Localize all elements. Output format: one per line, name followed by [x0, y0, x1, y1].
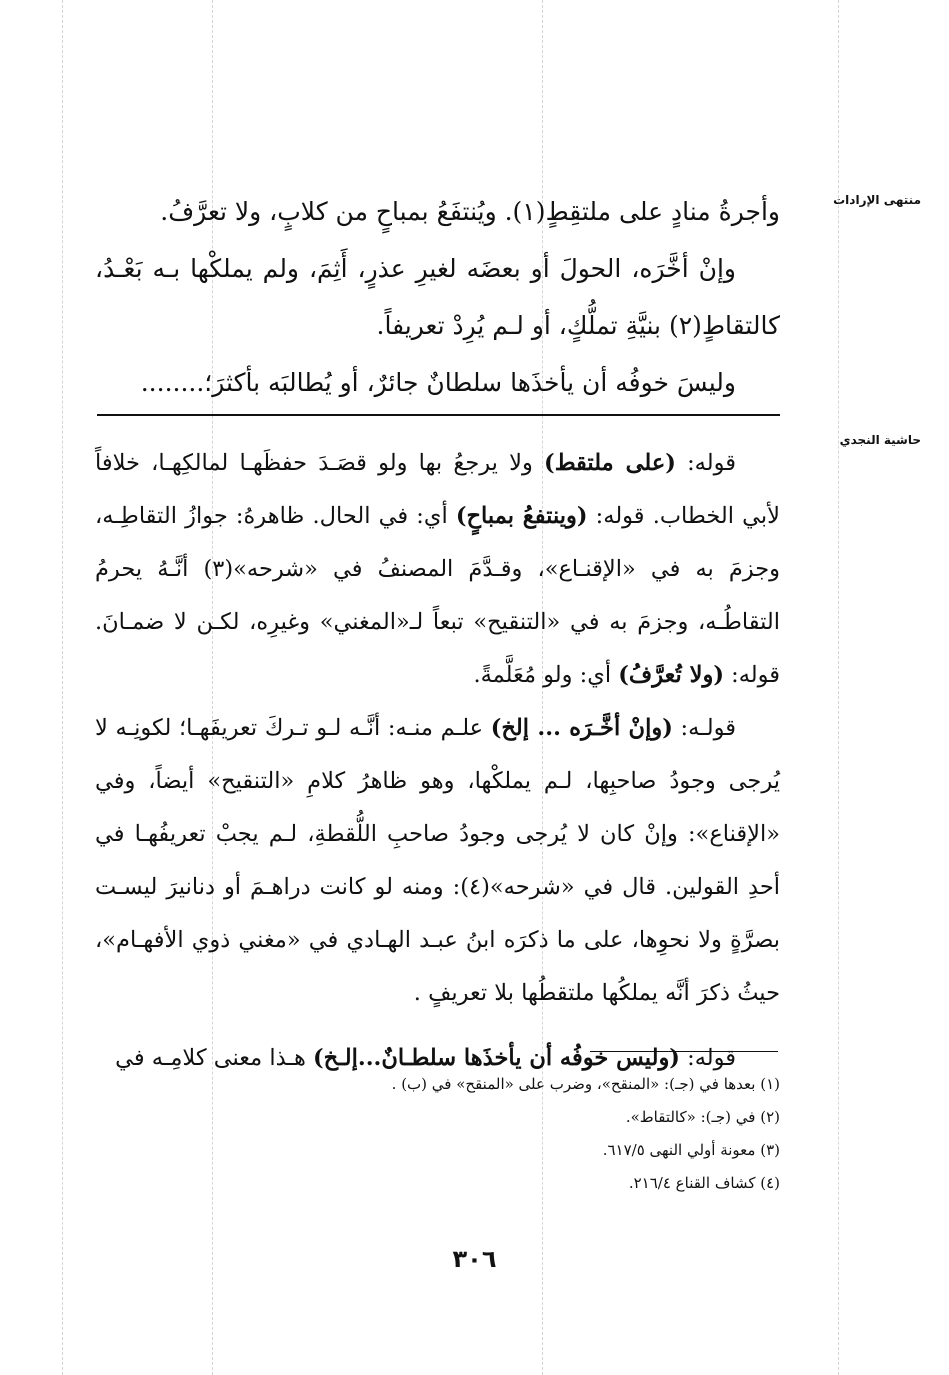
- quoted-phrase: (ولا تُعرَّفُ): [618, 662, 724, 688]
- footnote: (١) بعدها في (جـ): «المنقح»، وضرب على «المنقح» في (ب) .: [391, 1075, 780, 1093]
- main-paragraph: وإنْ أخَّرَه، الحولَ أو بعضَه لغيرِ عذرٍ، أَثِمَ، ولم يملكْها بـه بَعْـدُ، كالتقاطٍ(٢) بنيَّةِ تملُّكٍ، أو لـم يُرِدْ تعريفاً.: [95, 254, 780, 340]
- side-label-hashiya: حاشية النجدي: [839, 433, 921, 447]
- main-text: [95, 183, 780, 411]
- main-text-separator: [97, 414, 780, 416]
- page-number: ٣٠٦: [452, 1245, 497, 1273]
- main-paragraph: وأجرةُ منادٍ على ملتقِطٍ(١). ويُنتفَعُ بمباحٍ من كلابٍ، ولا تعرَّفُ.: [160, 197, 780, 226]
- footnote: (٤) كشاف القناع ٢١٦/٤.: [628, 1174, 780, 1192]
- footnote-separator: [590, 1051, 778, 1052]
- side-label-muntaha: منتهى الإرادات: [833, 193, 921, 207]
- quoted-phrase: (وينتفعُ بمباحٍ): [455, 503, 588, 529]
- commentary-text: هـذا معنى كلامِـه في: [115, 1045, 313, 1071]
- commentary-text: قوله:: [679, 1045, 736, 1071]
- quoted-phrase: (على ملتقط): [544, 450, 676, 476]
- commentary: [95, 437, 780, 1085]
- footnotes: [95, 1068, 780, 1200]
- commentary-text: ولا يرجعُ بها ولو قصَـدَ حفظَهـا لمالكِهـا، خلافاً لأبي الخطاب. قوله:: [95, 450, 780, 529]
- scan-guide-line: [62, 0, 63, 1375]
- quoted-phrase: (وليس خوفُه أن يأخذَها سلطـانٌ...إلـخ): [313, 1045, 680, 1071]
- quoted-phrase: (وإنْ أخَّـرَه ... إلخ): [490, 715, 673, 741]
- main-paragraph: وليسَ خوفُه أن يأخذَها سلطانٌ جائرٌ، أو يُطالبَه بأكثرَ؛........: [140, 368, 736, 397]
- commentary-text: أي: في الحال. ظاهرهُ: جوازُ التقاطِـه، وجزمَ به في «الإقنـاع»، وقـدَّمَ المصنفُ في «شرحه»(٣) أنَّـهُ يحرمُ التقاطُـه، وجزمَ به في «التنقيح» تبعاً لـ«المغني» وغيرِه، لكـن لا ضمـانَ. قوله:: [95, 503, 780, 688]
- footnote: (٣) معونة أولي النهى ٦١٧/٥.: [602, 1141, 780, 1159]
- footnote: (٢) في (جـ): «كالتقاط».: [625, 1108, 780, 1126]
- commentary-text: أي: ولو مُعَلَّمةً.: [473, 662, 619, 688]
- commentary-text: علـم منـه: أنَّـه لـو تـركَ تعريفَهـا؛ لكونِـه لا يُرجى وجودُ صاحبِها، لـم يملكْها، وهو ظاهرُ كلامِ «التنقيح» أيضاً، وفي «الإقناع»: وإنْ كان لا يُرجى وجودُ صاحبِ اللُّقطةِ، لـم يجبْ تعريفُهـا في أحدِ القولين. قال في «شرحه»(٤): ومنه لو كانت دراهـمَ أو دنانيرَ ليسـت بصرَّةٍ ولا نحوِها، على ما ذكرَه ابنُ عبـد الهـادي في «مغني ذوي الأفهـام»، حيثُ ذكرَ أنَّه يملكُها ملتقطُها بلا تعريفٍ .: [95, 715, 780, 1006]
- commentary-paragraph: [95, 437, 780, 702]
- commentary-paragraph: [95, 702, 780, 1020]
- commentary-text: قولـه:: [672, 715, 737, 741]
- commentary-text: قوله:: [675, 450, 736, 476]
